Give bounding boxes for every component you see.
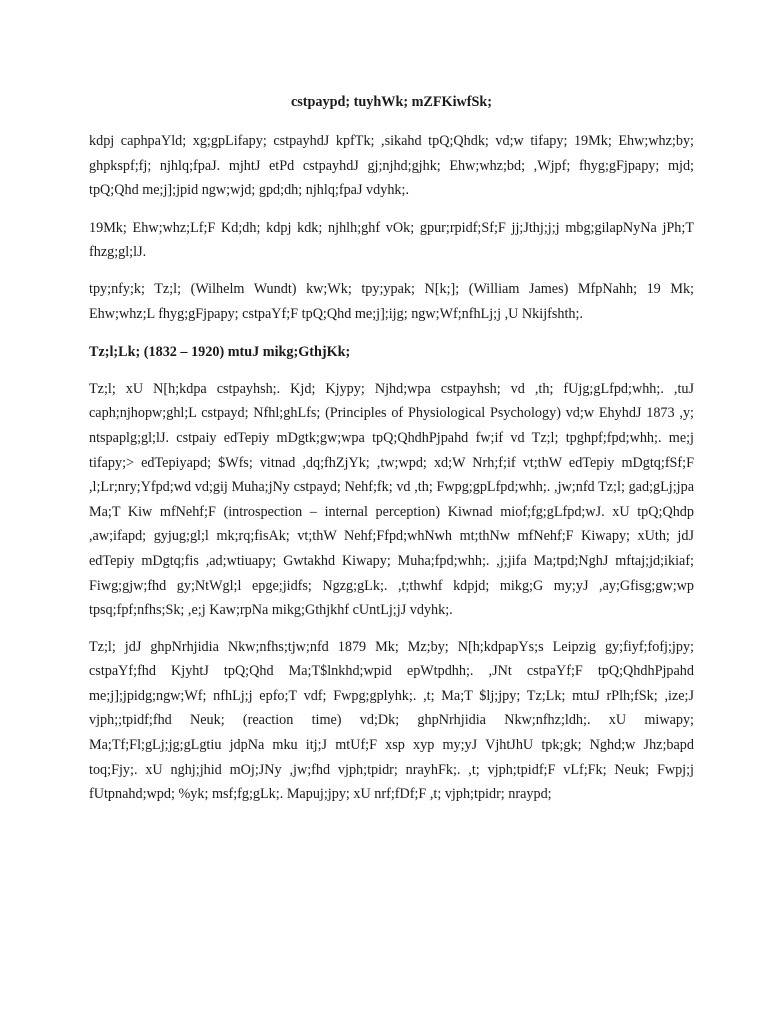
section-paragraph-1: Tz;l; xU N[h;kdpa cstpayhsh;. Kjd; Kjypy; Njhd;wpa cstpayhsh; vd ,th; fUjg;gLfpd;whh;. ,tuJ caph;njhopw;ghl;L cstpayd; Nfhl;ghLfs; (Principles of Physiological Psychology) vd;w EhyhdJ 1873 ,y; ntspaplg;gl;lJ. cstpaiy edTepiy mDgtk;gw;wpa tpQ;QhdhPjpahd fw;if vd Tz;l; tpghpf;fpd;whh;. me;j tifapy;> edTepiyapd; $Wfs; vitnad ,dq;fhZjYk; ,tw;wpd; xd;W Nrh;f;if vt;thW edTepiy mDgtq;fSf;F ,l;Lr;nry;Yfpd;wd vd;gij Muha;jNy cstpayd; Nehf;fk; vd ,th; Fwpg;gpLfpd;whh;. ,jw;nfd Tz;l; gad;gLj;jpa Ma;T Kiw mfNehf;F (introspection – internal perception) Kiwnad miof;fg;gLfpd;wJ. xU tpQ;Qhdp ,aw;ifapd; gyjug;gl;l mk;rq;fisAk; vt;thW Nehf;Ffpd;whNwh mt;thNw mfNehf;F Kiwapy; xUth; jdJ edTepiy mDgtq;fis ,ad;wtiuapy; Gwtakhd Kiwapy; Muha;fpd;whh;. ,j;jifa Ma;tpd;NghJ mftaj;jd;ikiaf; Fiwg;gjw;fhd gy;NtWgl;l epge;jidfs; Ngzg;gLk;. ,t;thwhf kdpjd; mikg;G my;yJ ,ay;Gfisg;gw;wp tpsq;fpf;nfhs;Sk; ,e;j Kaw;rpNa mikg;Gthjkhf cUntLj;jJ vdyhk;.: [89, 380, 694, 619]
document-page: [89, 0, 694, 807]
paragraph-3: tpy;nfy;k; Tz;l; (Wilhelm Wundt) kw;Wk; tpy;ypak; N[k;]; (William James) MfpNahh; 19 Mk; Ehw;whz;L fhyg;gFjpapy; cstpaYf;F tpQ;Qhd me;j];ijg; ngw;Wf;nfhLj;j ,U Nkijfshth;.: [89, 280, 694, 322]
section-paragraph-2: Tz;l; jdJ ghpNrhjidia Nkw;nfhs;tjw;nfd 1879 Mk; Mz;by; N[h;kdpapYs;s Leipzig gy;fiyf;fofj;jpy; cstpaYf;fhd KjyhtJ tpQ;Qhd Ma;T$lnkhd;wpid epWtpdhh;. ,JNt cstpaYf;F tpQ;QhdhPjpahd me;j];jpidg;ngw;Wf; nfhLj;j epfo;T vdf; Fwpg;gplyhk;. ,t; Ma;T $lj;jpy; Tz;Lk; mtuJ rPlh;fSk; ,ize;J vjph;;tpidf;fhd Neuk; (reaction time) vd;Dk; ghpNrhjidia Nkw;nfhz;ldh;. xU miwapy; Ma;Tf;Fl;gLj;jg;gLgtiu jdpNa mku itj;J mtUf;F xsp xyp my;yJ VjhtJhU tpk;gk; Nghd;w Jhz;bapd toq;Fjy;. xU nghj;jhid mOj;JNy ,jw;fhd vjph;tpidr; nrayhFk;. ,t; vjph;tpidf;F vLf;Fk; Neuk; Fwpj;j fUtpnahd;wpd; %yk; msf;fg;gLk;. Mapuj;jpy; xU nrf;fDf;F ,t; vjph;tpidr; nraypd;: [89, 638, 694, 803]
paragraph-2: 19Mk; Ehw;whz;Lf;F Kd;dh; kdpj kdk; njhlh;ghf vOk; gpur;rpidf;Sf;F jj;Jthj;j;j mbg;gilapNyNa jPh;T fhzg;gl;lJ.: [89, 219, 694, 261]
document-title: cstpaypd; tuyhWk; mZFKiwfSk;: [290, 94, 493, 110]
section-heading: Tz;l;Lk; (1832 – 1920) mtuJ mikg;GthjKk;: [89, 344, 351, 361]
paragraph-1: kdpj caphpaYld; xg;gpLifapy; cstpayhdJ kpfTk; ,sikahd tpQ;Qhdk; vd;w tifapy; 19Mk; Ehw;whz;by; ghpkspf;fj; njhlq;fpaJ. mjhtJ etPd cstpayhdJ gj;njhd;gjhk; Ehw;whz;bd; ,Wjpf; fhyg;gFjpapy; mjd; tpQ;Qhd me;j];jpid ngw;wjd; gpd;dh; njhlq;fpaJ vdyhk;.: [89, 133, 694, 199]
